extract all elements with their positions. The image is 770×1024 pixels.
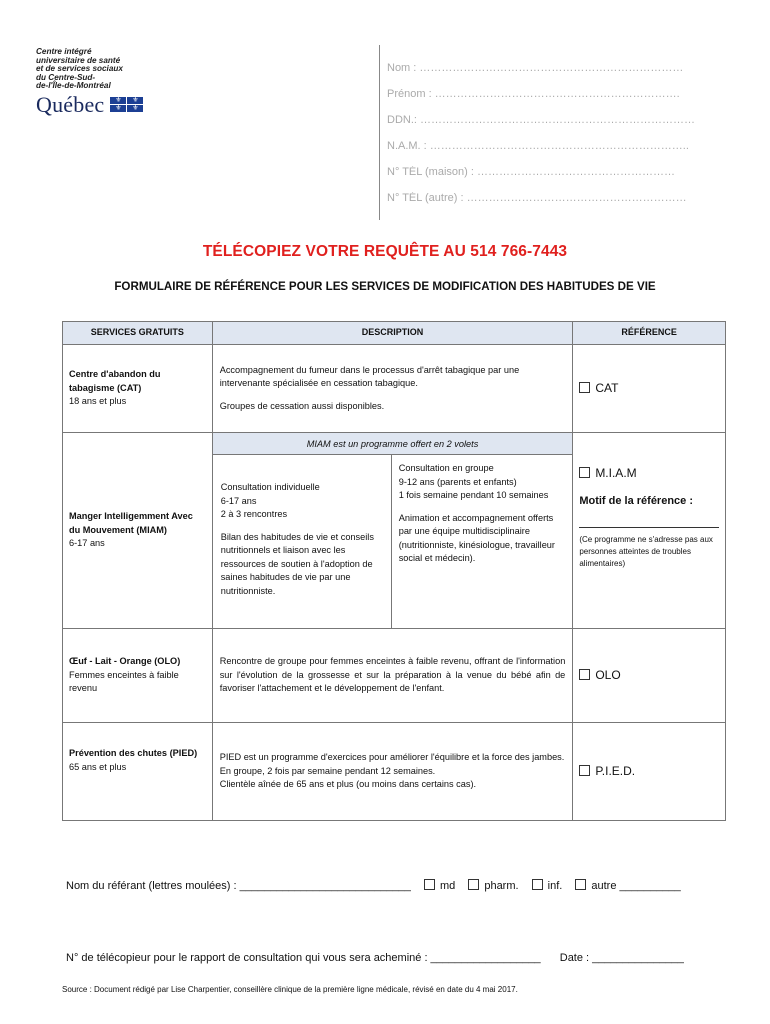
- description-text: Rencontre de groupe pour femmes enceintes à faible revenu, offrant de l'information sur l'évolution de la grossesse et sur la préparation à la venue du bébé afin de favoriser l'attachement et le développement de l'enfant.: [219, 656, 566, 694]
- checkbox-label: autre __________: [591, 880, 681, 892]
- olo-checkbox[interactable]: [579, 669, 590, 680]
- table-row-miam: [63, 433, 726, 629]
- service-name: Prévention des chutes (PIED): [69, 748, 198, 758]
- reference-olo: [573, 629, 726, 723]
- description-pied: [212, 723, 573, 821]
- services-table: [62, 321, 726, 821]
- table-row-olo: [63, 629, 726, 723]
- checkbox-label: OLO: [595, 667, 621, 682]
- checkbox-label: md: [439, 880, 456, 892]
- reference-miam: [573, 433, 726, 629]
- service-miam: [63, 433, 213, 629]
- miam-banner: MIAM est un programme offert en 2 volets: [213, 433, 573, 455]
- description-text: Groupes de cessation aussi disponibles.: [219, 400, 385, 411]
- description-miam: [212, 433, 573, 629]
- motif-input[interactable]: [579, 510, 719, 528]
- fax-instruction-title: TÉLÉCOPIEZ VOTRE REQUÊTE AU 514 766-7443: [202, 243, 568, 260]
- miam-individual: [213, 455, 392, 628]
- service-name: Œuf - Lait - Orange (OLO): [69, 656, 181, 667]
- autre-checkbox[interactable]: [575, 879, 586, 890]
- description-text: Clientèle aînée de 65 ans et plus (ou moins dans certains cas).: [219, 779, 477, 790]
- miam-group: [392, 455, 573, 628]
- service-age: Femmes enceintes à faible revenu: [69, 669, 179, 694]
- fax-report-row: [66, 952, 684, 964]
- fax-report-field[interactable]: N° de télécopieur pour le rapport de consultation qui vous sera acheminé : __________________: [66, 952, 541, 964]
- logo-line: Centre intégré: [36, 47, 92, 56]
- service-age: 18 ans et plus: [69, 396, 127, 407]
- logo-line: de-l'Île-de-Montréal: [36, 81, 111, 91]
- description-text: 1 fois semaine pendant 10 semaines: [398, 490, 549, 500]
- description-olo: [212, 629, 573, 723]
- source-note: Source : Document rédigé par Lise Charpentier, conseillère clinique de la première ligne médicale, révisé en date du 4 mai 2017.: [62, 985, 518, 994]
- checkbox-label: inf.: [547, 880, 563, 892]
- checkbox-label: P.I.E.D.: [595, 763, 636, 778]
- referant-row: [66, 879, 681, 892]
- patient-phone-other-field[interactable]: N° TÉL (autre) : ……………………………………………………: [387, 192, 687, 204]
- description-text: En groupe, 2 fois par semaine pendant 12 semaines.: [219, 765, 436, 776]
- reference-pied: [573, 723, 726, 821]
- patient-dob-field[interactable]: DDN.: …………………………………………………………………: [387, 114, 695, 126]
- patient-info-block: [387, 62, 707, 218]
- patient-firstname-field[interactable]: Prénom : ………………………………………………………….: [387, 88, 680, 100]
- date-field[interactable]: Date : _______________: [559, 952, 684, 964]
- service-pied: [63, 723, 213, 821]
- description-cat: [212, 345, 573, 433]
- description-text: Animation et accompagnement offerts par une équipe multidisciplinaire (nutritionniste, kinésiologue, travailleur social et médecin).: [398, 512, 555, 563]
- miam-checkbox[interactable]: [579, 467, 590, 478]
- description-text: Consultation en groupe: [398, 463, 494, 473]
- description-text: 2 à 3 rencontres: [220, 509, 288, 519]
- logo-line: universitaire de santé: [36, 55, 121, 65]
- service-cat: [63, 345, 213, 433]
- description-text: 9-12 ans (parents et enfants): [398, 476, 517, 487]
- cat-checkbox[interactable]: [579, 382, 590, 393]
- table-header-row: [63, 322, 726, 345]
- patient-nam-field[interactable]: N.A.M. : ……………………………………………………………..: [387, 140, 689, 152]
- ciusss-logo: [36, 48, 196, 118]
- description-text: PIED est un programme d'exercices pour améliorer l'équilibre et la force des jambes.: [219, 752, 565, 763]
- table-row-pied: [63, 723, 726, 821]
- fleurdelise-flag-icon: ⚜ ⚜ ⚜ ⚜: [110, 97, 144, 112]
- reference-cat: [573, 345, 726, 433]
- service-age: 65 ans et plus: [69, 761, 127, 772]
- inf-checkbox[interactable]: [532, 879, 543, 890]
- quebec-wordmark: Québec: [36, 91, 105, 117]
- service-name: Centre d'abandon du tabagisme (CAT): [69, 369, 161, 393]
- checkbox-label: pharm.: [484, 880, 519, 892]
- service-olo: [63, 629, 213, 723]
- miam-note: (Ce programme ne s'adresse pas aux personnes atteintes de troubles alimentaires): [579, 535, 713, 568]
- patient-phone-home-field[interactable]: N° TÉL (maison) : ………………………………………………: [387, 166, 675, 178]
- description-text: Bilan des habitudes de vie et conseils nutritionnels et liaison avec les ressources de soutien à l'adoption de saines habitudes de vie par une nutritionniste.: [220, 531, 374, 596]
- table-row-cat: [63, 345, 726, 433]
- logo-line: et de services sociaux: [36, 64, 123, 74]
- description-text: 6-17 ans: [220, 495, 257, 506]
- header-reference: RÉFÉRENCE: [573, 322, 726, 345]
- description-text: Consultation individuelle: [220, 482, 320, 492]
- header-divider: [379, 45, 380, 220]
- logo-org-name: [36, 48, 196, 91]
- header-description: DESCRIPTION: [212, 322, 573, 345]
- checkbox-label: CAT: [595, 380, 619, 395]
- pied-checkbox[interactable]: [579, 765, 590, 776]
- md-checkbox[interactable]: [424, 879, 435, 890]
- referant-name-field[interactable]: Nom du référant (lettres moulées) : ____________________________: [66, 880, 411, 892]
- description-text: Accompagnement du fumeur dans le processus d'arrêt tabagique par une intervenante spécialisée en cessation tabagique.: [219, 364, 520, 389]
- form-title: FORMULAIRE DE RÉFÉRENCE POUR LES SERVICES DE MODIFICATION DES HABITUDES DE VIE: [114, 280, 656, 293]
- patient-name-field[interactable]: Nom : ………………………………………………………………: [387, 62, 684, 74]
- pharm-checkbox[interactable]: [468, 879, 479, 890]
- header-services: SERVICES GRATUITS: [63, 322, 213, 345]
- service-name: Manger Intelligemment Avec du Mouvement (MIAM): [69, 511, 193, 535]
- service-age: 6-17 ans: [69, 538, 105, 549]
- motif-label: Motif de la référence :: [579, 494, 694, 507]
- logo-line: du Centre-Sud-: [36, 72, 96, 82]
- checkbox-label: M.I.A.M: [595, 466, 637, 480]
